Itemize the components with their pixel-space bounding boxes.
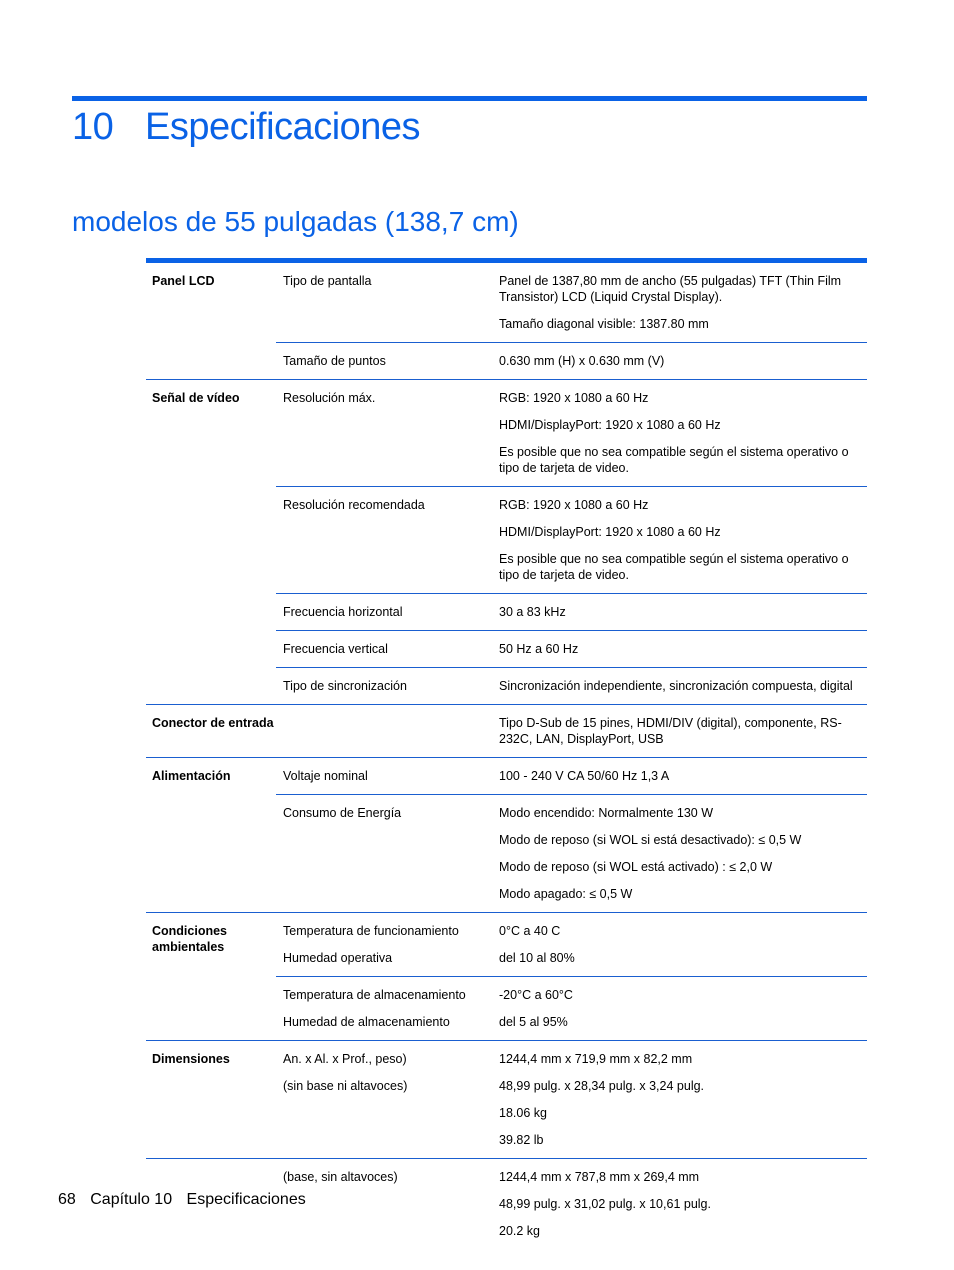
spec-attribute bbox=[276, 1051, 499, 1148]
spec-value-line: Sincronización independiente, sincronización compuesta, digital bbox=[499, 679, 853, 693]
spec-attribute bbox=[276, 715, 499, 747]
spec-attribute-line: Temperatura de almacenamiento bbox=[283, 988, 466, 1002]
spec-row bbox=[276, 1159, 867, 1249]
spec-attribute bbox=[276, 805, 499, 902]
spec-attribute-line: Consumo de Energía bbox=[283, 806, 402, 820]
spec-value-line: Modo encendido: Normalmente 130 W bbox=[499, 806, 714, 820]
spec-attribute-line: Tipo de sincronización bbox=[283, 679, 407, 693]
spec-row bbox=[276, 593, 867, 630]
spec-value-line: Panel de 1387,80 mm de ancho (55 pulgadas) TFT (Thin Film Transistor) LCD (Liquid Crystal Display). bbox=[499, 274, 842, 304]
spec-value bbox=[499, 805, 867, 902]
spec-row bbox=[276, 342, 867, 379]
spec-value bbox=[499, 768, 867, 784]
spec-value-line: HDMI/DisplayPort: 1920 x 1080 a 60 Hz bbox=[499, 418, 721, 432]
chapter-number: 10 bbox=[72, 106, 114, 148]
spec-attribute bbox=[276, 923, 499, 966]
spec-attribute-line: Tipo de pantalla bbox=[283, 274, 372, 288]
spec-attribute-line: Resolución máx. bbox=[283, 391, 376, 405]
spec-value bbox=[499, 273, 867, 332]
spec-value-line: RGB: 1920 x 1080 a 60 Hz bbox=[499, 391, 649, 405]
spec-value-line: Tipo D-Sub de 15 pines, HDMI/DIV (digital), componente, RS-232C, LAN, DisplayPort, USB bbox=[499, 716, 842, 746]
spec-value-line: 1244,4 mm x 787,8 mm x 269,4 mm bbox=[499, 1170, 700, 1184]
spec-category: Alimentación bbox=[152, 769, 231, 783]
spec-row bbox=[276, 263, 867, 342]
spec-value-line: Es posible que no sea compatible según el sistema operativo o tipo de tarjeta de video. bbox=[499, 552, 849, 582]
spec-value-line: 0°C a 40 C bbox=[499, 924, 561, 938]
spec-value-line: 39.82 lb bbox=[499, 1133, 544, 1147]
spec-value bbox=[499, 715, 867, 747]
spec-category: Condiciones ambientales bbox=[152, 924, 228, 954]
spec-value-line: del 5 al 95% bbox=[499, 1015, 568, 1029]
spec-attribute bbox=[276, 678, 499, 694]
spec-value-line: Es posible que no sea compatible según el sistema operativo o tipo de tarjeta de video. bbox=[499, 445, 849, 475]
spec-value-line: HDMI/DisplayPort: 1920 x 1080 a 60 Hz bbox=[499, 525, 721, 539]
specifications-table bbox=[146, 258, 867, 1249]
spec-value-line: Modo de reposo (si WOL está activado) : ≤ 2,0 W bbox=[499, 860, 773, 874]
spec-value-line: -20°C a 60°C bbox=[499, 988, 573, 1002]
spec-value bbox=[499, 604, 867, 620]
spec-attribute-line: Humedad de almacenamiento bbox=[283, 1015, 450, 1029]
spec-attribute-line: Voltaje nominal bbox=[283, 769, 368, 783]
spec-group bbox=[146, 757, 867, 912]
page-number: 68 bbox=[58, 1191, 76, 1208]
spec-attribute bbox=[276, 987, 499, 1030]
chapter-title bbox=[72, 106, 420, 149]
spec-value-line: 100 - 240 V CA 50/60 Hz 1,3 A bbox=[499, 769, 670, 783]
spec-attribute-line: Tamaño de puntos bbox=[283, 354, 386, 368]
spec-value bbox=[499, 923, 867, 966]
spec-value bbox=[499, 353, 867, 369]
spec-attribute-line: (sin base ni altavoces) bbox=[283, 1079, 408, 1093]
spec-attribute-line: Resolución recomendada bbox=[283, 498, 425, 512]
spec-group bbox=[146, 912, 867, 1040]
spec-value-line: 20.2 kg bbox=[499, 1224, 541, 1238]
spec-attribute bbox=[276, 390, 499, 476]
spec-attribute bbox=[276, 273, 499, 332]
spec-value-line: RGB: 1920 x 1080 a 60 Hz bbox=[499, 498, 649, 512]
spec-attribute-line: (base, sin altavoces) bbox=[283, 1170, 398, 1184]
spec-value-line: Modo de reposo (si WOL si está desactivado): ≤ 0,5 W bbox=[499, 833, 802, 847]
spec-attribute-line: Temperatura de funcionamiento bbox=[283, 924, 459, 938]
spec-group bbox=[146, 704, 867, 757]
section-title: modelos de 55 pulgadas (138,7 cm) bbox=[72, 206, 519, 237]
spec-value-line: 1244,4 mm x 719,9 mm x 82,2 mm bbox=[499, 1052, 693, 1066]
spec-group bbox=[146, 379, 867, 704]
spec-group bbox=[146, 1040, 867, 1158]
spec-category: Conector de entrada bbox=[152, 716, 274, 730]
spec-value-line: 48,99 pulg. x 31,02 pulg. x 10,61 pulg. bbox=[499, 1197, 711, 1211]
spec-attribute bbox=[276, 604, 499, 620]
spec-row bbox=[276, 630, 867, 667]
spec-row bbox=[276, 380, 867, 486]
spec-attribute-line: Frecuencia horizontal bbox=[283, 605, 403, 619]
chapter-rule bbox=[72, 96, 867, 101]
footer-title: Especificaciones bbox=[186, 1191, 306, 1208]
spec-category: Dimensiones bbox=[152, 1052, 230, 1066]
spec-attribute bbox=[276, 353, 499, 369]
spec-group bbox=[146, 263, 867, 379]
spec-row bbox=[276, 486, 867, 593]
spec-attribute-line: An. x Al. x Prof., peso) bbox=[283, 1052, 407, 1066]
spec-value bbox=[499, 641, 867, 657]
spec-row bbox=[276, 705, 867, 757]
spec-row bbox=[276, 667, 867, 704]
spec-value-line: 30 a 83 kHz bbox=[499, 605, 566, 619]
spec-value-line: 48,99 pulg. x 28,34 pulg. x 3,24 pulg. bbox=[499, 1079, 705, 1093]
spec-value bbox=[499, 497, 867, 583]
spec-attribute-line: Frecuencia vertical bbox=[283, 642, 388, 656]
spec-value-line: del 10 al 80% bbox=[499, 951, 575, 965]
spec-category: Panel LCD bbox=[152, 274, 215, 288]
spec-value-line: 0.630 mm (H) x 0.630 mm (V) bbox=[499, 354, 665, 368]
spec-attribute bbox=[276, 641, 499, 657]
spec-value-line: 50 Hz a 60 Hz bbox=[499, 642, 579, 656]
spec-attribute-line: Humedad operativa bbox=[283, 951, 393, 965]
spec-value-line: Tamaño diagonal visible: 1387.80 mm bbox=[499, 317, 709, 331]
spec-value-line: 18.06 kg bbox=[499, 1106, 547, 1120]
spec-value bbox=[499, 678, 867, 694]
spec-value bbox=[499, 987, 867, 1030]
chapter-title-text: Especificaciones bbox=[145, 106, 421, 148]
spec-row bbox=[276, 758, 867, 794]
spec-value bbox=[499, 1051, 867, 1148]
spec-attribute bbox=[276, 768, 499, 784]
spec-value-line: Modo apagado: ≤ 0,5 W bbox=[499, 887, 633, 901]
spec-value bbox=[499, 1169, 867, 1239]
spec-attribute bbox=[276, 497, 499, 583]
page-footer bbox=[58, 1191, 316, 1209]
spec-category: Señal de vídeo bbox=[152, 391, 240, 405]
spec-row bbox=[276, 794, 867, 912]
spec-row bbox=[276, 976, 867, 1040]
spec-row bbox=[276, 1041, 867, 1158]
spec-row bbox=[276, 913, 867, 976]
spec-value bbox=[499, 390, 867, 476]
footer-chapter: Capítulo 10 bbox=[90, 1191, 173, 1208]
